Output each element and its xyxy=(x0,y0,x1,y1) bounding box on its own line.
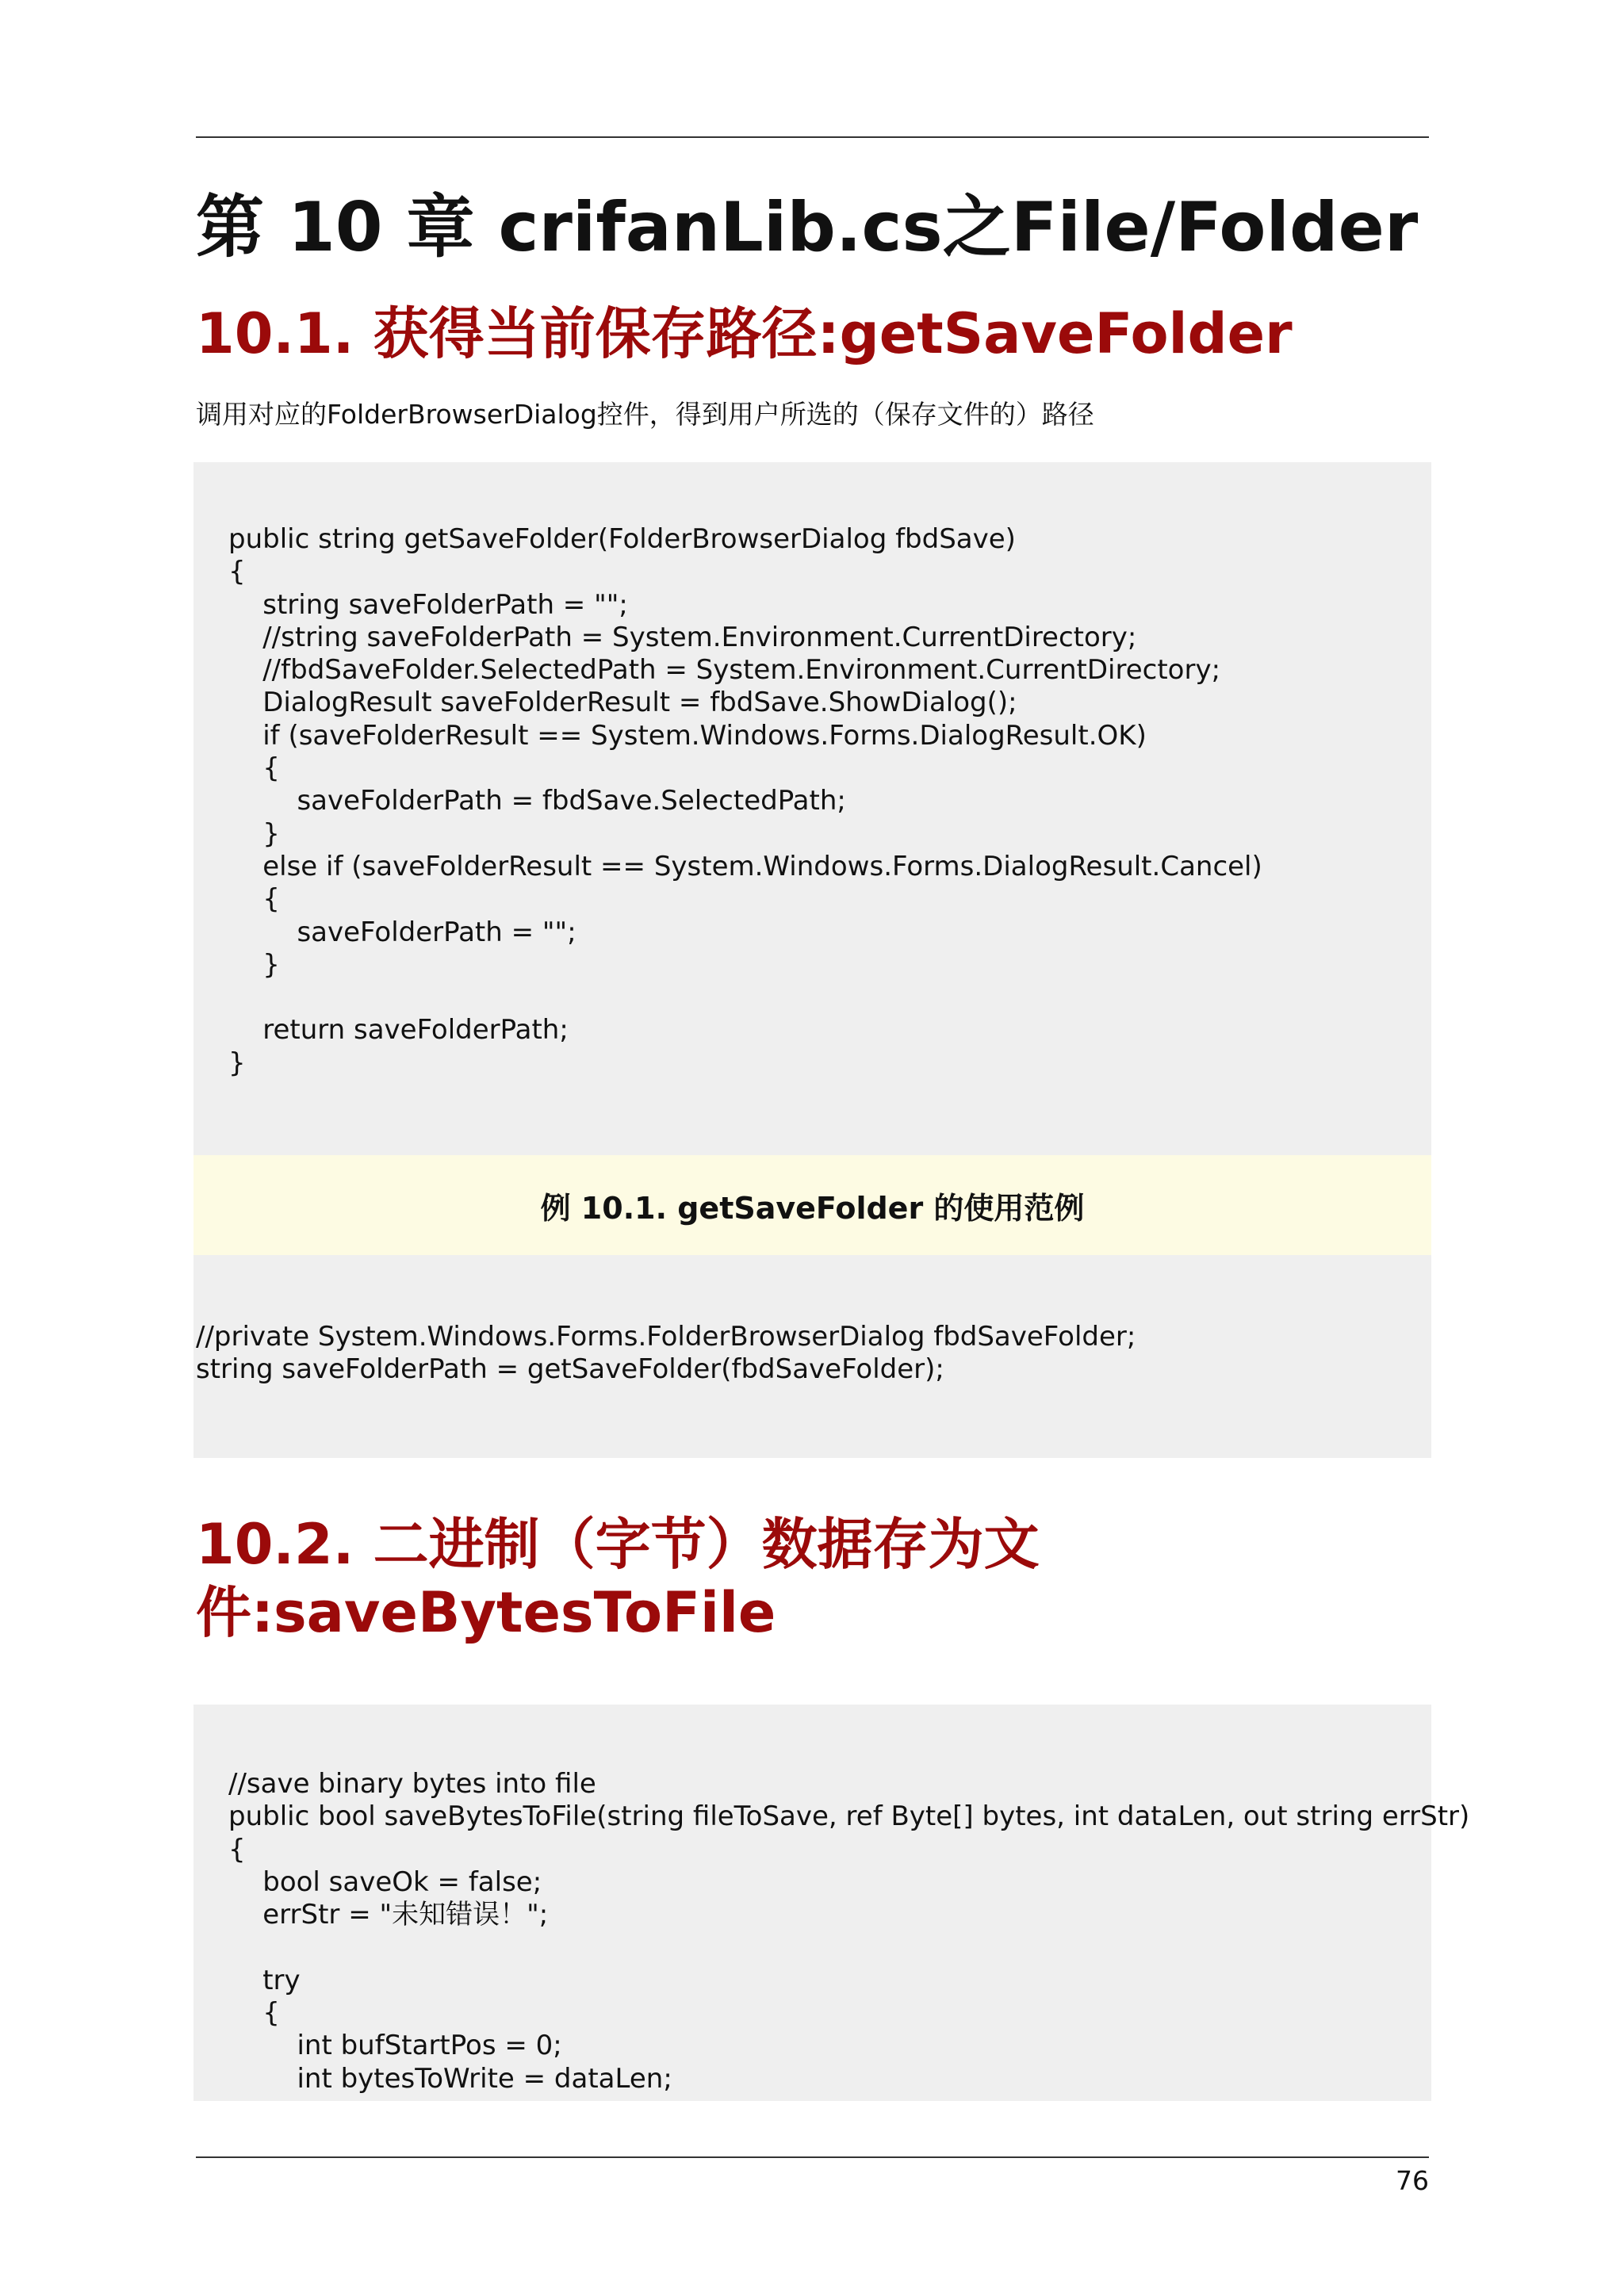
code-line: try xyxy=(228,1964,301,1996)
code-line: if (saveFolderResult == System.Windows.Forms.DialogResult.OK) xyxy=(228,719,1147,752)
section-title-10-1: 10.1. 获得当前保存路径:getSaveFolder xyxy=(196,301,1293,366)
header-rule xyxy=(196,136,1429,138)
code-line: return saveFolderPath; xyxy=(228,1014,569,1047)
section-description: 调用对应的FolderBrowserDialog控件，得到用户所选的（保存文件的）路径 xyxy=(196,399,1094,430)
code-line: { xyxy=(228,752,280,785)
code-line: else if (saveFolderResult == System.Windows.Forms.DialogResult.Cancel) xyxy=(228,850,1262,882)
page-number: 76 xyxy=(1396,2165,1429,2196)
code-line: } xyxy=(228,1047,246,1079)
code-line xyxy=(228,1931,1431,1964)
code-line: saveFolderPath = fbdSave.SelectedPath; xyxy=(228,785,846,817)
code-line: { xyxy=(228,883,280,916)
code-block-save-bytes-to-file xyxy=(193,1705,1470,2101)
code-line: saveFolderPath = ""; xyxy=(228,916,576,948)
code-line: } xyxy=(228,948,280,981)
chapter-title: 第 10 章 crifanLib.cs之File/Folder xyxy=(196,188,1419,267)
code-line: string saveFolderPath = ""; xyxy=(228,588,628,621)
code-line: bool saveOk = false; xyxy=(228,1866,542,1898)
code-line: int bufStartPos = 0; xyxy=(228,2030,562,2062)
code-line: } xyxy=(228,817,280,850)
code-line: //string saveFolderPath = System.Environment.CurrentDirectory; xyxy=(228,621,1137,653)
code-line: { xyxy=(228,1997,280,2030)
code-line: { xyxy=(228,1833,246,1866)
section-title-10-2: 10.2. 二进制（字节）数据存为文件:saveBytesToFile xyxy=(196,1512,1040,1645)
code-line: //save binary bytes into file xyxy=(228,1768,596,1800)
code-line: public bool saveBytesToFile(string fileToSave, ref Byte[] bytes, int dataLen, out string errStr) xyxy=(228,1800,1470,1833)
example-title-bar xyxy=(193,1155,1431,1255)
code-line xyxy=(228,982,1431,1014)
code-line: public string getSaveFolder(FolderBrowserDialog fbdSave) xyxy=(228,523,1016,555)
code-line: int bytesToWrite = dataLen; xyxy=(228,2062,672,2095)
code-block-example xyxy=(193,1255,1431,1458)
code-line: errStr = "未知错误！"; xyxy=(228,1899,549,1931)
code-line: //fbdSaveFolder.SelectedPath = System.Environment.CurrentDirectory; xyxy=(228,654,1221,687)
code-block-get-save-folder xyxy=(193,462,1431,1155)
code-line: string saveFolderPath = getSaveFolder(fbdSaveFolder); xyxy=(196,1353,944,1386)
code-line: //private System.Windows.Forms.FolderBrowserDialog fbdSaveFolder; xyxy=(196,1321,1136,1353)
footer-rule xyxy=(196,2156,1429,2158)
code-line: { xyxy=(228,556,246,588)
code-line: DialogResult saveFolderResult = fbdSave.ShowDialog(); xyxy=(228,687,1017,719)
example-title: 例 10.1. getSaveFolder 的使用范例 xyxy=(540,1190,1085,1226)
